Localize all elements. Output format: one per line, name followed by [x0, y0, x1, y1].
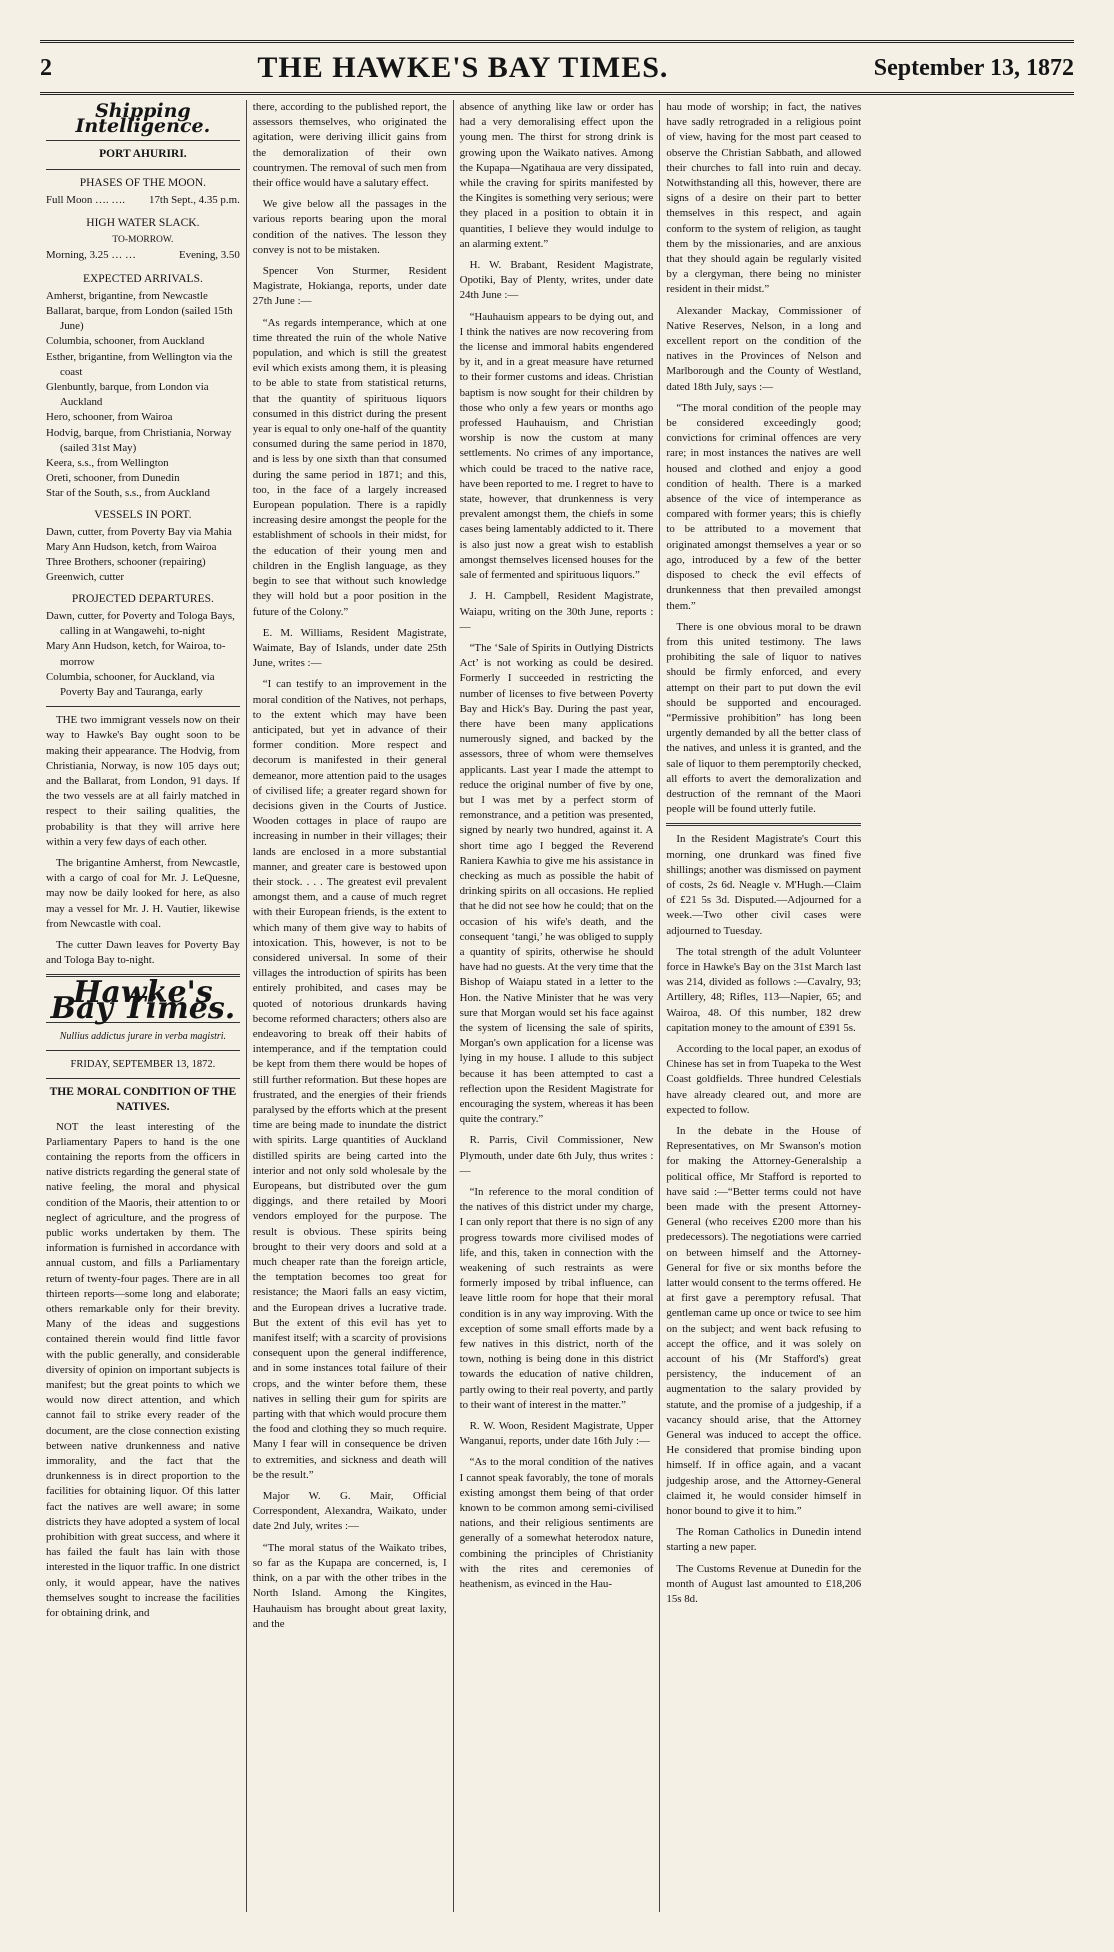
news-item: The total strength of the adult Volunteer force in Hawke's Bay on the 31st March last was 214, divided as follows :—Cavalry, 93; Artillery, 48; Rifles, 113—Napier, 65; and Wairoa, 48. Of this number, 182 drew capitation money to the amount of £391 5s. — [666, 945, 862, 1034]
list-item: Star of the South, s.s., from Auckland — [46, 487, 210, 500]
report-quote: absence of anything like law or order has had a very demoralising effect upon the young men. The thirst for strong drink is growing upon the Waikato natives. Among the Kupapa—Ngatihaua are very dissipated, while the craving for spirits manifested by the Kingites is something very serious; were they placed in a position to obtain it in quantities, I believe they would indulge to an alarming extent.” — [459, 101, 654, 250]
column-3 — [454, 100, 661, 1912]
moon-label: Full Moon …. …. — [46, 193, 125, 206]
report-intro: Major W. G. Mair, Official Correspondent, Alexandra, Waikato, under date 2nd July, writes :— — [252, 1490, 447, 1533]
moon-value: 17th Sept., 4.35 p.m. — [149, 193, 240, 206]
water-evening: Evening, 3.50 — [178, 249, 240, 262]
divider — [46, 140, 240, 141]
article-conclusion: There is one obvious moral to be drawn from this united testimony. The laws prohibiting the sale of liquor to natives should be firmly enforced, and every attempt on their part to put down the evil should be supported and encouraged. “Permissive prohibition” has long been urgently demanded by all the better class of the natives, and unless it is granted, and the sale of liquor to them peremptorily checked, all efforts to avert the demoralization and destruction of the remnant of the Maori people will be found utterly futile. — [666, 620, 862, 816]
news-item: The Customs Revenue at Dunedin for the month of August last amounted to £18,206 15s 8d. — [666, 1562, 862, 1606]
list-item: Esther, brigantine, from Wellington via the coast — [46, 350, 233, 378]
report-quote: “As to the moral condition of the natives I cannot speak favorably, the tone of morals existing amongst them being of that order known to be common among semi-civilised nations, and their religious sentiments are generally of a somewhat heterodox nature, combining the principles of Christianity with the rites and ceremonies of heathenism, as evinced in the Hau- — [459, 1456, 654, 1591]
shipping-paragraph: THE two immigrant vessels now on their way to Hawke's Bay ought soon to be making their appearance. The Hodvig, from Christiania, Norway, is now 105 days out; and the Ballarat, from London, 91 days. If the two vessels are at all fairly matched in respect to their sailing qualities, the probability is that they will arrive here within a very few days of each other. — [46, 714, 240, 848]
divider — [46, 1078, 240, 1079]
report-quote: “The ‘Sale of Spirits in Outlying Districts Act’ is not working as could be desired. Formerly I succeeded in restricting the number of licenses to five between Poverty Bay and Hick's Bay. During the past year, there have been many applications numerously signed, and backed by the assessors, three of whom were themselves applicants. Last year I made the attempt to reduce the original number of five by one, but I was met by a perfect storm of remonstrance, and a petition was presented, signed by nearly two hundred, against it. A short time ago I begged the Reverend Raniera Kawhia to give me his assistance in checking as much as possible the habit of drinking spirits on all occasions. He replied that he did not see how he could; that on the occasion of his wife's death, and the consequent ‘tangi,’ he was obliged to supply a quantity of spirits, otherwise he should have had no guests. At the very time that the Bishop of Waiapu stated in a letter to the Hon. the Native Minister that he was very sure that Morgan would set his face against the system of licensing the sale of spirits, Morgan's own application for a license was lying in my house. I allude to this subject because it has been attempted to cast a reflection upon the Resident Magistrate for encouraging the system, whereas it has been quite the contrary.” — [459, 641, 654, 1126]
news-item: In the Resident Magistrate's Court this morning, one drunkard was fined five shillings; another was dismissed on payment of costs, 2s 6d. Neagle v. M'Hugh.—Claim of £21 5s 3d. Disputed.—Adjourned for a week.—Two other civil cases were adjourned to Tuesday. — [666, 833, 862, 937]
divider — [666, 823, 861, 826]
water-morning: Morning, 3.25 … … — [46, 249, 136, 262]
in-port-list — [46, 525, 240, 586]
list-item: Amherst, brigantine, from Newcastle — [46, 289, 208, 302]
moon-row — [46, 193, 240, 208]
report-quote: “In reference to the moral condition of the natives of this district under my charge, I can only report that there is no sign of any progress towards more civilised modes of life, and this, taken in connection with the weakening of such restraints as were formerly imposed by tribal influence, can leave little room for hope that their moral condition is in any way improving. With the exception of some small efforts made by a few natives in this district, north of the town, nothing is being done in this district towards the education of native children, partly owing to their real poverty, and partly to their want of interest in the matter.” — [459, 1186, 654, 1411]
divider — [46, 706, 240, 707]
report-quote: “Hauhauism appears to be dying out, and I think the natives are now recovering from the license and immoral habits engendered by it, and in a great measure have returned to their former customs and ideas. Christian baptism is now sought for their children by those who only a few years or months ago professed Hauhauism, and Christian worship is now the custom at many settlements. No crimes of any importance, which could be traced to the native race, have been reported to me. I regret to have to state, however, that drunkenness is very prevalent amongst them, the chiefs in some cases being lamentably addicted to it. There is also just now a great wish to establish amongst themselves licensed houses for the sale of fermented and spirituous liquors.” — [459, 310, 654, 582]
list-item: Ballarat, barque, from London (sailed 15th June) — [46, 305, 233, 333]
list-item: Dawn, cutter, for Poverty and Tologa Bays, calling in at Wangawehi, to-night — [46, 609, 235, 638]
report-intro: R. W. Woon, Resident Magistrate, Upper Wanganui, reports, under date 16th July :— — [459, 1420, 654, 1448]
report-quote: “The moral condition of the people may be considered exceedingly good; convictions for criminal offences are very rare; in most instances the natives are well housed and clothed and enjoy a good condition of health. There is a marked absence of the vice of intemperance as compared with former years; this is chiefly to be attributed to a movement that originated amongst themselves a year or so ago, introduced by a few of the better disposed to check the evil effects of drunkenness that then prevailed amongst them.” — [666, 401, 862, 612]
columns — [40, 100, 1074, 1912]
report-quote: hau mode of worship; in fact, the natives have sadly retrograded in a religious point of view, having for the most part ceased to observe the Christian Sabbath, and allowed their churches to fall into ruin and decay. Notwithstanding all this, however, there are signs of a desire on their part to better themselves in this respect, and again conform to the system of religion, as taught them by the missionaries, and are anxious that they should again be regularly visited by a clergyman, there being no minister resident in their midst.” — [666, 101, 862, 296]
article-title: THE MORAL CONDITION OF THE NATIVES. — [49, 1086, 237, 1114]
column-1 — [40, 100, 247, 1912]
report-intro: Alexander Mackay, Commissioner of Native Reserves, Nelson, in a long and excellent report on the condition of the natives in the Provinces of Nelson and Marlborough and the County of Westland, dated 18th July, says :— — [666, 304, 862, 393]
issue-date: September 13, 1872 — [873, 54, 1074, 81]
column-2 — [247, 100, 454, 1912]
newspaper-title: THE HAWKE'S BAY TIMES. — [257, 51, 669, 84]
report-intro: H. W. Brabant, Resident Magistrate, Opotiki, Bay of Plenty, writes, under date 24th June :— — [459, 259, 654, 302]
news-item: The Roman Catholics in Dunedin intend starting a new paper. — [666, 1526, 862, 1554]
report-quote: “As regards intemperance, which at one time threated the ruin of the whole Native population, and which is still the greatest evil which exists among them, it is pleasing to be able to state from statistical returns, that the quantity of spirituous liquors consumed in this district during the present year is equal to only one-half of the quantity consumed during the same period in 1870, and is less by one sixth than that consumed during the same period in 1871; and this, too, in the face of a largely increased European population. There is a rapidly increasing desire amongst the people for the establishment of schools in their midst, for the education of their young men and children in the English language, as they begin to see that without such knowledge they will hold but a poor position in the future of the Colony.” — [252, 316, 447, 618]
page-number: 2 — [40, 54, 52, 81]
water-heading: HIGH WATER SLACK. — [86, 217, 200, 230]
column-4 — [660, 100, 867, 1912]
list-item: Hero, schooner, from Wairoa — [46, 411, 173, 424]
divider — [46, 169, 240, 170]
water-row — [46, 248, 240, 263]
report-intro: E. M. Williams, Resident Magistrate, Waimate, Bay of Islands, under date 25th June, writes :— — [252, 626, 447, 670]
list-item: Columbia, schooner, for Auckland, via Poverty Bay and Tauranga, early — [46, 670, 215, 698]
port-heading: PORT AHURIRI. — [99, 148, 187, 161]
list-item: Columbia, schooner, from Auckland — [46, 335, 205, 348]
list-item: Mary Ann Hudson, ketch, from Wairoa — [46, 541, 217, 554]
departures-heading: PROJECTED DEPARTURES. — [71, 592, 214, 605]
shipping-title: Shipping Intelligence. — [75, 100, 211, 138]
top-rule — [40, 40, 1074, 43]
shipping-paragraph: The cutter Dawn leaves for Poverty Bay and Tologa Bay to-night. — [46, 938, 240, 967]
report-intro: Spencer Von Sturmer, Resident Magistrate, Hokianga, reports, under date 27th June :— — [252, 265, 447, 308]
header-rule — [40, 92, 1074, 95]
article-paragraph: We give below all the passages in the various reports bearing upon the moral condition of the natives. The lesson they convey is not to be mistaken. — [252, 198, 447, 256]
list-item: Dawn, cutter, from Poverty Bay via Mahia — [46, 525, 232, 538]
news-item: In the debate in the House of Representatives, on Mr Swanson's motion for making the Attorney-Generalship a political office, Mr Stafford is reported to have said :—“Better terms could not have been made with the present Attorney-General (who receives £200 more than his predecessors). The negotiations were carried on between himself and the Attorney-General for five or six months before the latter would consent to the terms offered. He at first gave a peremptory refusal. That gentleman came up once or twice to see him on the subject; and went back refusing to accept the office, and it was solely on account of his (Mr Stafford's) great persistency, the inducement of an augmentation to the salary provided by statute, and the promise of a judgeship, if a vacancy should arise, that the Attorney General was induced to accept the office. He considered that promise binding upon himself. If in office again, and a vacant judgeship arose, and the Attorney-General claimed it, he would consider himself in honor bound to give it to him.” — [666, 1125, 862, 1518]
departures-list — [46, 609, 240, 700]
shipping-paragraph: The brigantine Amherst, from Newcastle, with a cargo of coal for Mr. J. LeQuesne, may now be daily looked for here, as also may a vessel for Mr. J. H. Vautier, likewise from Newcastle with coal. — [46, 856, 240, 930]
report-intro: R. Parris, Civil Commissioner, New Plymouth, under date 6th July, thus writes :— — [459, 1134, 654, 1177]
in-port-heading: VESSELS IN PORT. — [94, 508, 192, 521]
list-item: Mary Ann Hudson, ketch, for Wairoa, to-morrow — [46, 640, 226, 668]
divider — [46, 1050, 240, 1051]
list-item: Three Brothers, schooner (repairing) — [46, 556, 206, 569]
list-item: Hodvig, barque, from Christiania, Norway (sailed 31st May) — [46, 426, 232, 454]
list-item: Glenbuntly, barque, from London via Auckland — [46, 381, 209, 409]
motto: Nullius addictus jurare in verba magistri. — [59, 1030, 227, 1042]
water-subheading: TO-MORROW. — [112, 235, 174, 246]
page-header — [40, 48, 1074, 88]
leader-date: FRIDAY, SEPTEMBER 13, 1872. — [70, 1058, 216, 1070]
arrivals-list — [46, 289, 240, 502]
list-item: Keera, s.s., from Wellington — [46, 457, 169, 470]
article-paragraph: there, according to the published report, the assessors themselves, who originated the agitation, were deriving illicit gains from the demoralization of their own countrymen. The removal of such men from their office would have a salutary effect. — [252, 101, 447, 190]
news-item: According to the local paper, an exodus of Chinese has set in from Tuapeka to the West Coast goldfields. Three hundred Celestials have already cleared out, and more are expected to follow. — [666, 1042, 862, 1116]
list-item: Oreti, schooner, from Dunedin — [46, 472, 180, 485]
arrivals-heading: EXPECTED ARRIVALS. — [82, 272, 203, 285]
report-quote: “The moral status of the Waikato tribes, so far as the Kupapa are concerned, is, I think, on a par with the other tribes in the North Island. Among the Kingites, Hauhauism has brought about great laxity, and the — [252, 1541, 447, 1630]
moon-heading: PHASES OF THE MOON. — [79, 176, 207, 189]
masthead: Hawke's Bay Times. — [50, 975, 236, 1026]
report-intro: J. H. Campbell, Resident Magistrate, Waiapu, writing on the 30th June, reports :— — [459, 590, 654, 633]
report-quote: “I can testify to an improvement in the moral condition of the Natives, not perhaps, to the extent which may have been anticipated, but yet in advance of their former condition. More respect and decorum is manifested in their general demeanor, more attention paid to the usages of civilised life; a greater regard shown for decisions given in the Courts of Justice. Wooden cottages in place of raupo are increasing in number in their villages; their lands are enclosed in a more substantial manner, and greater care is bestowed upon their stock. . . . The greatest evil prevalent amongst them, and a cause of much regret with their European friends, is the extent to which many of them give way to habits of intoxication. This, however, is not to be considered universal. In some of their villages the introduction of spirits has been entirely prohibited, and cases may be quoted of notorious drunkards having become reformed characters; others also are endeavoring to break off their habits of intemperance, and if the temptation could be kept from them there would be hopes of still further reformation. But these hopes are frustrated, and the energies of their friends paralysed by the efforts which at the present time are being made to inundate the district with spirits. Large quantities of Auckland distilled spirits are being carted into the interior and not only sold wholesale by the Europeans, but distributed over the gum diggings, and there retailed by Moori vendors employed for the purpose. The result is obvious. These spirits being brought to their very doors and sold at a much cheaper rate than the foreign article, the temptation becomes too great for resistance; the Maori falls an easy victim, and the European drives a lucrative trade. But the extent of this evil has yet to manifest itself; with a scarcity of provisions consequent upon the general indifference, and in some instances total failure of their crops, and the winter before them, these natives in selling their gum for spirits are parting with that which would procure them the food and clothing they so much require. Many I fear will in consequence be driven to extremities, and sickness and death will be the result.” — [252, 678, 447, 1481]
article-paragraph: NOT the least interesting of the Parliamentary Papers to hand is the one containing the reports from the officers in native districts regarding the general state of native feeling, the moral and physical condition of the Maoris, their attention to or neglect of agriculture, and the progress of public works undertaken by them. The information is furnished in accordance with annual custom, and fills a Parliamentary return of twenty-four pages. There are in all thirteen reports—some long and elaborate; others remarkable only for their brevity. Many of the ideas and suggestions contained therein would find little favor with the public generally, and considerable diversity of opinion on important subjects is manifest; but the great points to which we would now direct attention, and which cannot fail to strike every reader of the document, are the close connection existing between native drunkenness and native immorality, and the fact that the drunkenness is in direct proportion to the facilities for obtaining liquor. Of this latter fact the natives are well aware; in some districts they have adopted a system of local prohibition with great success, and where it has failed the fault has lain with those interested in the liquor traffic. In one district only, it would appear, have the natives themselves sought to increase the facilities for obtaining drink, and — [46, 1120, 240, 1620]
list-item: Greenwich, cutter — [46, 571, 125, 584]
